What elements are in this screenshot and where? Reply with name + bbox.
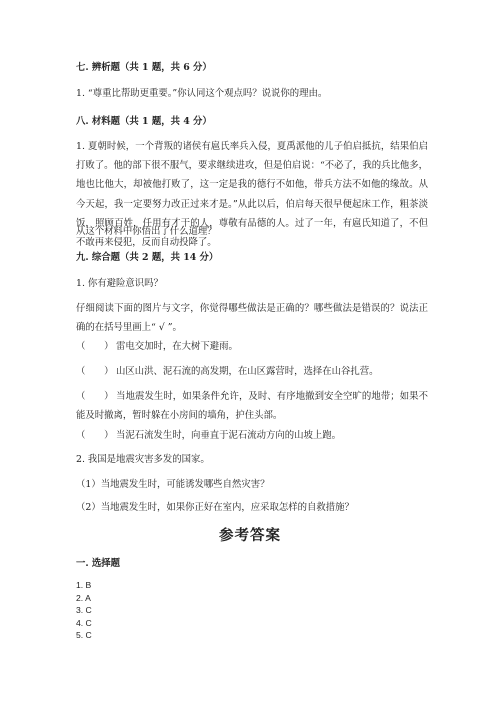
section9-q2-sub1: （1）当地震发生时，可能诱发哪些自然灾害？ [76, 479, 270, 490]
option-text: 山区山洪、泥石流的高发期，在山区露营时，选择在山谷扎营。 [116, 366, 379, 377]
section9-question-2: 2. 我国是地震灾害多发的国家。 [76, 454, 210, 465]
answer-list [76, 579, 92, 642]
option-answer-bracket: （ ） [76, 341, 114, 352]
answer-item: 4. C [76, 617, 92, 628]
section9-heading: 九. 综合题（共 2 题，共 14 分） [76, 252, 219, 263]
answer-section1-heading: 一. 选择题 [76, 558, 121, 569]
option-item [76, 426, 428, 446]
section8-material: 1. 夏朝时候，一个背叛的诸侯有扈氏率兵入侵，夏禹派他的儿子伯启抵抗，结果伯启打败了。他的部下很不服气，要求继续进攻，但是伯启说：“不必了，我的兵比他多，地也比他大，却被他打败了，这一定是我的德行不如他，带兵方法不如他的缘故。从今天起，我一定要努力改正过来才是。”从此以后，伯启每天很早便起床工作，粗茶淡饭，照顾百姓，任用有才干的人，尊敬有品德的人。过了一年，有扈氏知道了，不但不敢再来侵犯，反而自动投降了。 [76, 141, 428, 249]
section9-q1-instruction: 仔细阅读下面的图片与文字，你觉得哪些做法是正确的？哪些做法是错误的？说法正确的在括号里画上“ √ ”。 [76, 303, 428, 334]
section7-heading: 七. 辨析题（共 1 题，共 6 分） [76, 62, 212, 73]
option-text: 雷电交加时，在大树下避雨。 [116, 341, 238, 352]
answer-key-title: 参考答案 [219, 527, 281, 544]
section9-q2-sub2: （2）当地震发生时，如果你正好在室内，应采取怎样的自救措施？ [76, 502, 354, 513]
answer-item: 2. A [76, 592, 91, 603]
section8-heading: 八. 材料题（共 1 题，共 4 分） [76, 116, 212, 127]
option-answer-bracket: （ ） [76, 366, 114, 377]
option-text: 当泥石流发生时，向垂直于泥石流动方向的山坡上跑。 [116, 430, 342, 441]
section7-question-1: 1. “尊重比帮助更重要。”你认同这个观点吗？说说你的理由。 [76, 88, 328, 99]
answer-item: 3. C [76, 605, 92, 616]
option-text: 当地震发生时，如果条件允许，及时、有序地撤到安全空旷的地带；如果不能及时撤离，暂时躲在小房间的墙角，护住头部。 [76, 391, 428, 422]
option-answer-bracket: （ ） [76, 391, 114, 402]
section8-question: 从这个材料中你悟出了什么道理？ [76, 226, 217, 237]
answer-item: 5. C [76, 630, 92, 641]
option-item [76, 337, 428, 357]
option-answer-bracket: （ ） [76, 430, 114, 441]
section9-question-1: 1. 你有避险意识吗？ [76, 278, 163, 289]
answer-item: 1. B [76, 580, 92, 590]
option-item [76, 362, 428, 382]
option-item [76, 387, 428, 425]
